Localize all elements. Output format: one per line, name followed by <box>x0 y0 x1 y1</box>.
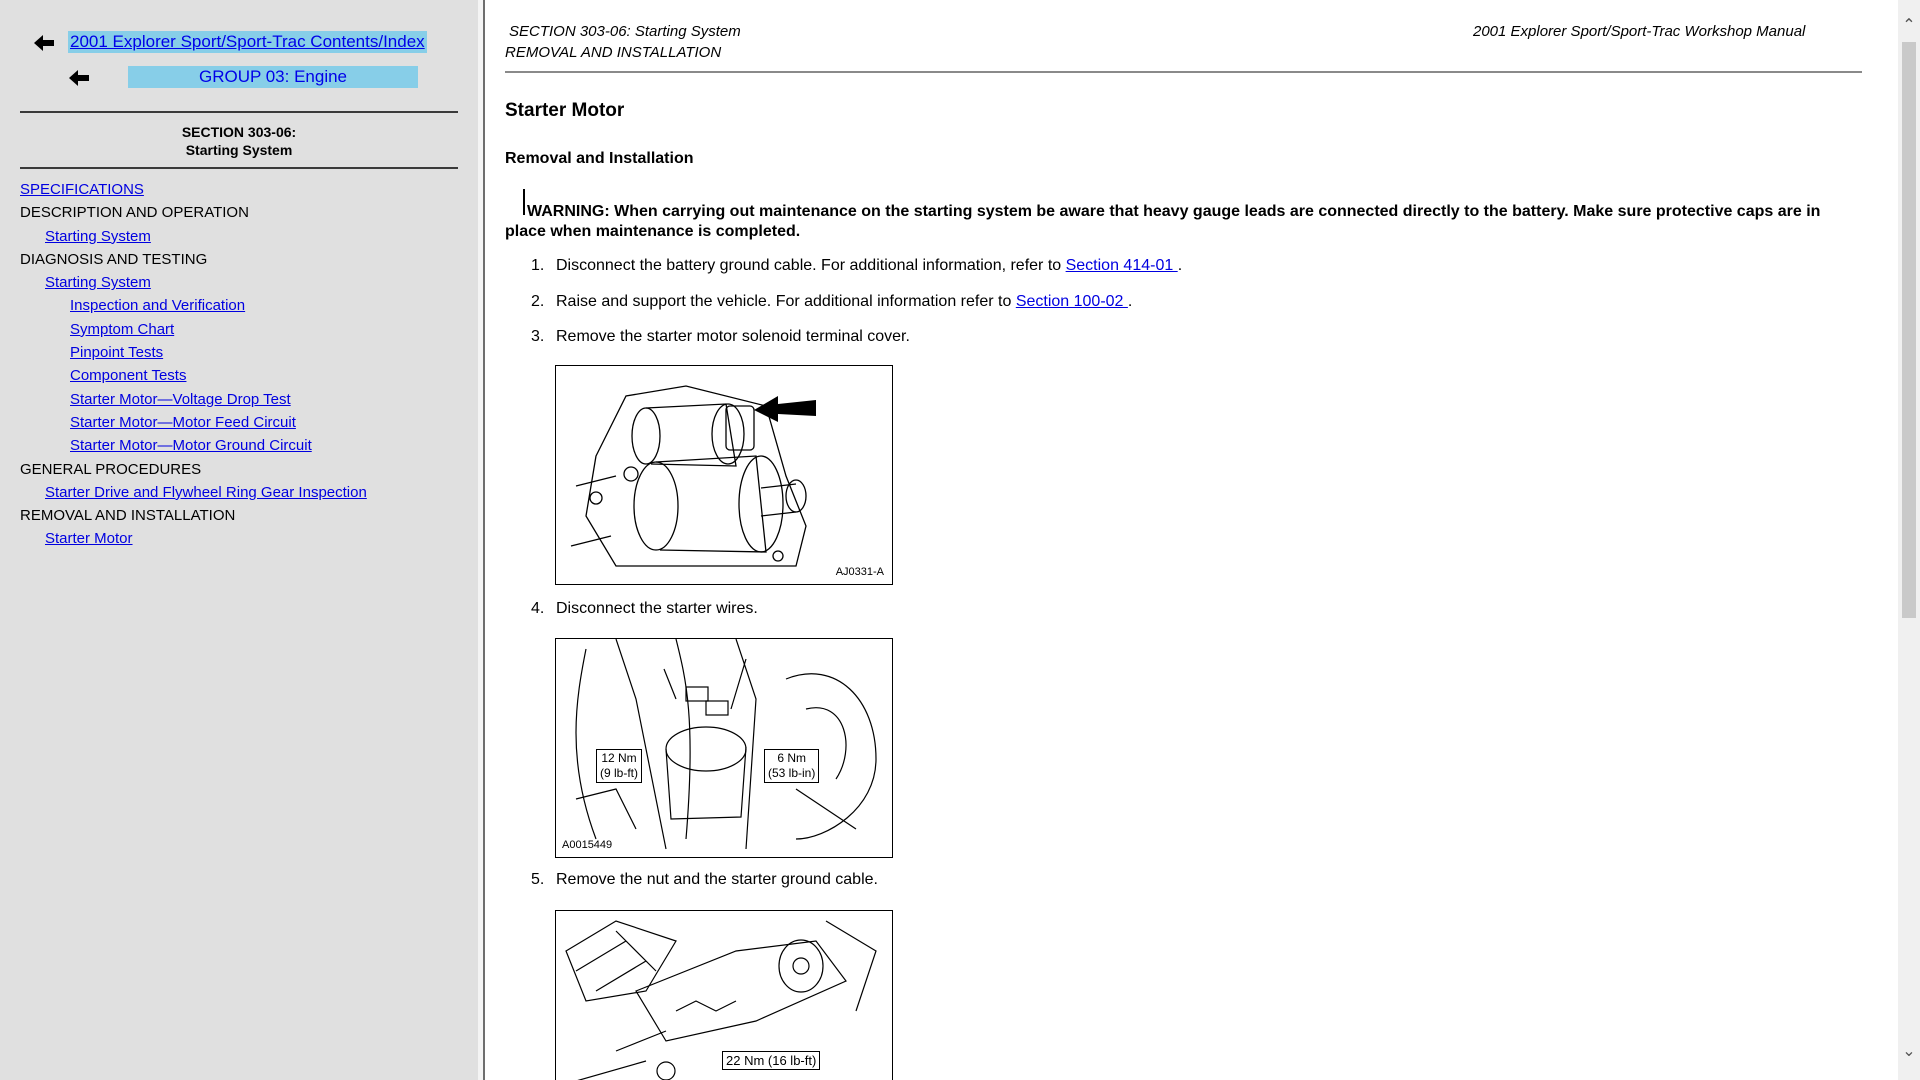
toc-heading: REMOVAL AND INSTALLATION <box>20 507 236 525</box>
toc-link[interactable]: Starter Motor—Motor Ground Circuit <box>70 437 312 455</box>
header-divider <box>505 71 1862 73</box>
header-manual-title: 2001 Explorer Sport/Sport-Trac Workshop Manual <box>1473 23 1806 40</box>
step-5 <box>531 871 878 889</box>
toc-link[interactable]: Starter Motor <box>45 530 133 548</box>
torque-value: (53 lb-in) <box>768 766 816 780</box>
step-number: 1. <box>531 257 545 274</box>
toc-link[interactable]: Component Tests <box>70 367 187 385</box>
toc-heading: DESCRIPTION AND OPERATION <box>20 204 249 222</box>
step-text: Remove the nut and the starter ground cable. <box>556 871 878 888</box>
figure-ground-cable <box>555 910 893 1080</box>
torque-label-left <box>596 749 642 783</box>
step-text-end: . <box>1127 293 1133 310</box>
figure-code: A0015449 <box>562 839 613 851</box>
toc-item[interactable] <box>20 271 460 294</box>
torque-label-right <box>764 749 819 783</box>
chevron-down-icon[interactable]: ⌄ <box>1902 1041 1916 1060</box>
step-1 <box>531 257 1182 275</box>
starter-wires-illustration <box>556 639 892 857</box>
torque-label: 22 Nm (16 lb-ft) <box>722 1051 820 1070</box>
toc-link[interactable]: Starter Motor—Voltage Drop Test <box>70 390 291 408</box>
step-text: Remove the starter motor solenoid terminal cover. <box>556 328 910 345</box>
contents-index-link[interactable]: 2001 Explorer Sport/Sport-Trac Contents/Index <box>70 32 425 51</box>
table-of-contents <box>20 178 460 551</box>
step-number: 3. <box>531 328 545 345</box>
step-text: Disconnect the battery ground cable. For additional information, refer to <box>556 257 1066 274</box>
toc-link[interactable]: Starting System <box>45 274 151 292</box>
toc-item[interactable] <box>20 178 460 201</box>
toc-item[interactable] <box>20 294 460 317</box>
figure-solenoid-cover <box>555 365 893 585</box>
toc-item[interactable] <box>20 341 460 364</box>
step-number: 5. <box>531 871 545 888</box>
vertical-scrollbar[interactable] <box>1898 0 1920 1080</box>
toc-link[interactable]: Inspection and Verification <box>70 297 246 315</box>
toc-heading: DIAGNOSIS AND TESTING <box>20 250 208 268</box>
torque-value: 12 Nm <box>601 751 637 765</box>
toc-link[interactable]: Starter Motor—Motor Feed Circuit <box>70 413 296 431</box>
toc-heading: GENERAL PROCEDURES <box>20 460 202 478</box>
toc-item <box>20 504 460 527</box>
header-section: SECTION 303-06: Starting System <box>509 23 741 40</box>
procedure-title: Removal and Installation <box>505 150 694 167</box>
warning-text: WARNING: When carrying out maintenance on the starting system be aware that heavy gauge leads are connected directly to the battery. Make sure protective caps are in place when maintenance is completed. <box>505 203 1821 240</box>
toc-item[interactable] <box>20 481 460 504</box>
section-title <box>20 123 458 159</box>
arrow-left-icon[interactable] <box>69 70 91 86</box>
step-number: 2. <box>531 293 545 310</box>
toc-link[interactable]: Starting System <box>45 227 151 245</box>
toc-link[interactable]: SPECIFICATIONS <box>20 181 144 198</box>
torque-value: 6 Nm <box>777 751 807 765</box>
chevron-up-icon[interactable]: ⌃ <box>1902 15 1916 34</box>
toc-link[interactable]: Starter Drive and Flywheel Ring Gear Inspection <box>45 483 367 501</box>
divider <box>20 167 458 169</box>
step-text-end: . <box>1177 257 1183 274</box>
toc-item[interactable] <box>20 411 460 434</box>
toc-link[interactable]: Pinpoint Tests <box>70 344 164 362</box>
figure-starter-wires <box>555 638 893 858</box>
toc-item[interactable] <box>20 388 460 411</box>
arrow-left-icon[interactable] <box>34 35 56 51</box>
content-pane <box>485 0 1898 1080</box>
step-text: Raise and support the vehicle. For additional information refer to <box>556 293 1016 310</box>
figure-code: AJ0331-A <box>835 566 884 578</box>
section-number: SECTION 303-06: <box>181 124 297 140</box>
divider <box>20 111 458 113</box>
section-name: Starting System <box>185 142 293 158</box>
starter-motor-illustration <box>556 366 892 584</box>
page-title: Starter Motor <box>505 100 625 121</box>
step-number: 4. <box>531 600 545 617</box>
toc-item <box>20 458 460 481</box>
step-2 <box>531 293 1132 311</box>
toc-item[interactable] <box>20 225 460 248</box>
section-100-02-link[interactable]: Section 100-02 <box>1015 293 1128 310</box>
navigation-pane <box>0 0 478 1080</box>
step-text: Disconnect the starter wires. <box>556 600 758 617</box>
pane-splitter[interactable] <box>478 0 485 1080</box>
toc-link[interactable]: Symptom Chart <box>70 320 175 338</box>
scrollbar-thumb[interactable] <box>1902 42 1916 618</box>
torque-value: (9 lb-ft) <box>600 766 639 780</box>
section-414-01-link[interactable]: Section 414-01 <box>1065 257 1178 274</box>
step-4 <box>531 600 758 618</box>
toc-item[interactable] <box>20 434 460 457</box>
header-subsection: REMOVAL AND INSTALLATION <box>505 44 722 61</box>
step-3 <box>531 328 910 346</box>
toc-item[interactable] <box>20 364 460 387</box>
toc-item[interactable] <box>20 527 460 550</box>
group-engine-link[interactable]: GROUP 03: Engine <box>128 66 418 88</box>
toc-item <box>20 248 460 271</box>
toc-item <box>20 201 460 224</box>
toc-item[interactable] <box>20 318 460 341</box>
